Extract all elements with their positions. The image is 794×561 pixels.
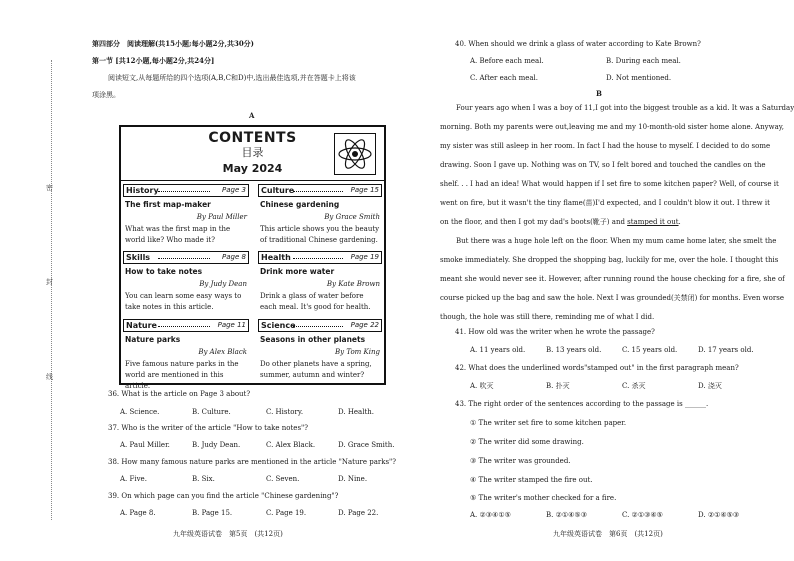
passage-line: drawing. Soon I gave up. Nothing was on TV, so I felt bored and touched the candles on the [440,161,766,169]
category-nature: Nature Page 11 [123,319,249,332]
question-37-options [120,441,394,449]
option[interactable]: A. Paul Miller. [120,441,170,449]
question-42-options [470,382,722,390]
question-38: 38. How many famous nature parks are mentioned in the article "Nature parks"? [108,458,397,466]
option[interactable]: D. Not mentioned. [606,74,672,82]
passage-line: Four years ago when I was a boy of 11,I got into the biggest trouble as a kid. It was a Saturday [456,104,794,112]
sentence-item: ③ The writer was grounded. [470,457,571,465]
article-title: Chinese gardening [260,200,340,209]
option[interactable]: B. Six. [192,475,215,483]
option[interactable]: B. ②①④⑤③ [546,511,587,519]
sentence-item: ⑤ The writer's mother checked for a fire. [470,494,617,502]
option[interactable]: C. Page 19. [266,509,307,517]
question-36-options [120,408,374,416]
instruction-line-2: 项涂黑。 [92,91,120,99]
binding-mark-seal: 密 [46,184,53,192]
article-description: What was the first map in the world like? Who made it? [125,225,231,244]
article-title: How to take notes [125,267,203,276]
question-40-options-row2 [470,74,671,82]
category-skills: Skills Page 8 [123,251,249,264]
option[interactable]: B. During each meal. [606,57,681,65]
option[interactable]: B. 扑灭 [546,382,570,390]
binding-mark-line: 线 [46,373,53,381]
part-heading: 第四部分 阅读理解(共15小题;每小题2分,共30分) [92,39,254,48]
option[interactable]: D. ②①④⑤③ [698,511,740,519]
question-37: 37. Who is the writer of the article "How to take notes"? [108,424,309,432]
question-40: 40. When should we drink a glass of water according to Kate Brown? [455,40,701,48]
category-health: Health Page 19 [258,251,382,264]
option[interactable]: B. 13 years old. [546,346,602,354]
atom-icon [334,133,376,175]
article-description: This article shows you the beauty of traditional Chinese gardening. [260,225,380,244]
passage-line: went on fire, but it wasn't the tiny flame(苗)I'd expected, and I couldn't blow it out. I threw it [440,199,770,207]
contents-title: CONTENTS [208,130,297,146]
question-42: 42. What does the underlined words"stamped out" in the first paragraph mean? [455,364,739,372]
option[interactable]: D. Page 22. [338,509,379,517]
passage-a-label: A [249,111,255,120]
option[interactable]: A. 吹灭 [470,382,494,390]
underlined-phrase: stamped it out [627,218,679,226]
option[interactable]: A. Five. [120,475,147,483]
question-41-options [470,346,754,354]
question-43: 43. The right order of the sentences according to the passage is ______. [455,400,709,408]
article-title: Drink more water [260,267,335,276]
option[interactable]: C. 杀灭 [622,382,646,390]
passage-line: on the floor, and then I got my dad's boots(靴子) and stamped it out. [440,218,681,226]
question-41: 41. How old was the writer when he wrote the passage? [455,328,655,336]
option[interactable]: C. ②①③④⑤ [622,511,663,519]
passage-line: course picked up the bag and saw the hole. Next I was grounded(关禁闭) for months. Even worse [440,294,784,302]
contents-subtitle: 目录 [241,146,264,159]
passage-line: my sister was still asleep in her room. In fact I had the house to myself. I decided to do some [440,142,771,150]
passage-line: though, the hole was still there, reminding me of what I did. [440,313,655,321]
passage-line: shelf. . . I had an idea! What would happen if I set fire to some kitchen paper? Well, of course it [440,180,779,188]
question-36: 36. What is the article on Page 3 about? [108,390,251,398]
instruction-line-1: 阅读短文,从每题所给的四个选项(A,B,C和D)中,选出最佳选项,并在答题卡上将该 [108,74,356,82]
article-author: By Kate Brown [326,280,380,288]
option[interactable]: B. Page 15. [192,509,233,517]
passage-b-label: B [596,89,602,98]
option[interactable]: D. Grace Smith. [338,441,395,449]
binding-mark-seal2: 封 [46,278,53,286]
option[interactable]: C. 15 years old. [622,346,678,354]
article-description: Five famous nature parks in the world are mentioned in this article. [125,360,239,390]
article-author: By Tom King [335,348,380,356]
option[interactable]: A. Before each meal. [470,57,544,65]
sentence-item: ④ The writer stamped the fire out. [470,476,593,484]
option[interactable]: A. Science. [120,408,160,416]
category-culture: Culture Page 15 [258,184,382,197]
option[interactable]: A. 11 years old. [470,346,526,354]
passage-line: But there was a huge hole left on the floor. When my mum came home later, she smelt the [456,237,777,245]
passage-line: morning. Both my parents were out,leaving me and my 10-month-old sister home alone. Anyway, [440,123,784,131]
passage-line: smoke immediately. She dropped the shopping bag, luckily for me, over the hole. I thought this [440,256,779,264]
category-history: History Page 3 [123,184,249,197]
option[interactable]: A. Page 8. [120,509,156,517]
contents-divider [121,180,384,181]
article-author: By Alex Black [198,348,247,356]
question-40-options [470,57,681,65]
question-38-options [120,475,367,483]
contents-box [119,125,386,390]
option[interactable]: C. After each meal. [470,74,538,82]
article-description: You can learn some easy ways to take notes in this article. [125,292,242,311]
footer-right: 九年级英语试卷 第6页 (共12页) [553,530,663,538]
option[interactable]: D. Health. [338,408,375,416]
option[interactable]: C. History. [266,408,304,416]
option[interactable]: C. Seven. [266,475,300,483]
contents-month: May 2024 [222,162,283,175]
article-author: By Paul Miller [196,213,247,221]
article-title: Seasons in other planets [260,335,366,344]
option[interactable]: C. Alex Black. [266,441,316,449]
article-title: Nature parks [125,335,181,344]
binding-line [51,60,52,520]
passage-line: meant she would never see it. However, after running round the house checking for a fire, she of [440,275,785,283]
option[interactable]: D. Nine. [338,475,368,483]
section-heading: 第一节 [共12小题,每小题2分,共24分] [92,56,215,65]
option[interactable]: B. Judy Dean. [192,441,241,449]
article-author: By Judy Dean [199,280,247,288]
sentence-item: ① The writer set fire to some kitchen paper. [470,419,627,427]
question-39: 39. On which page can you find the article "Chinese gardening"? [108,492,339,500]
sentence-item: ② The writer did some drawing. [470,438,584,446]
question-43-options [470,511,739,519]
question-39-options [120,509,378,517]
article-description: Do other planets have a spring, summer, autumn and winter? [260,360,372,379]
article-author: By Grace Smith [324,213,380,221]
option[interactable]: A. ②③④①⑤ [470,511,511,519]
option[interactable]: D. 浇灭 [698,382,722,390]
footer-left: 九年级英语试卷 第5页 (共12页) [173,530,283,538]
category-science: Science Page 22 [258,319,382,332]
option[interactable]: B. Culture. [192,408,231,416]
article-description: Drink a glass of water before each meal. It's good for health. [260,292,371,311]
option[interactable]: D. 17 years old. [698,346,754,354]
article-title: The first map-maker [125,200,211,209]
